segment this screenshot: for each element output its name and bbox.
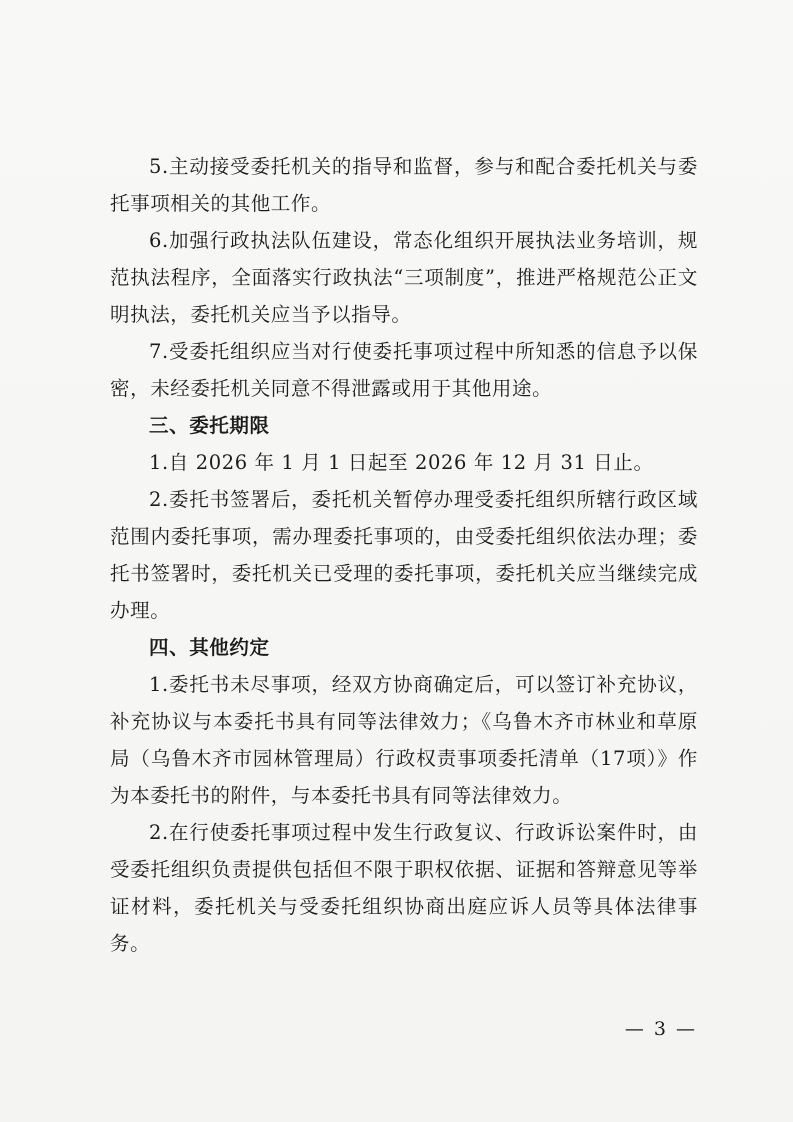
document-body: [110, 148, 698, 962]
paragraph-other-2: 2.在行使委托事项过程中发生行政复议、行政诉讼案件时，由受委托组织负责提供包括但不限于职权依据、证据和答辩意见等举证材料，委托机关与受委托组织协商出庭应诉人员等具体法律事务。: [110, 821, 698, 955]
paragraph-item-6: 6.加强行政执法队伍建设，常态化组织开展执法业务培训，规范执法程序，全面落实行政执法“三项制度”，推进严格规范公正文明执法，委托机关应当予以指导。: [110, 229, 698, 326]
paragraph-item-5: 5.主动接受委托机关的指导和监督，参与和配合委托机关与委托事项相关的其他工作。: [110, 155, 698, 215]
paragraph-item-7: 7.受委托组织应当对行使委托事项过程中所知悉的信息予以保密，未经委托机关同意不得泄露或用于其他用途。: [110, 340, 698, 400]
section-heading-other: 四、其他约定: [149, 636, 270, 659]
section-heading-term: 三、委托期限: [149, 414, 270, 437]
paragraph-term-2: 2.委托书签署后，委托机关暂停办理受委托组织所辖行政区域范围内委托事项，需办理委托事项的，由受委托组织依法办理；委托书签署时，委托机关已受理的委托事项，委托机关应当继续完成办理。: [110, 488, 698, 622]
page-number: — 3 —: [624, 1018, 697, 1040]
paragraph-term-1: 1.自 2026 年 1 月 1 日起至 2026 年 12 月 31 日止。: [149, 451, 654, 474]
paragraph-other-1: 1.委托书未尽事项，经双方协商确定后，可以签订补充协议，补充协议与本委托书具有同等法律效力；《乌鲁木齐市林业和草原局（乌鲁木齐市园林管理局）行政权责事项委托清单（17项）》作为本委托书的附件，与本委托书具有同等法律效力。: [110, 673, 698, 807]
